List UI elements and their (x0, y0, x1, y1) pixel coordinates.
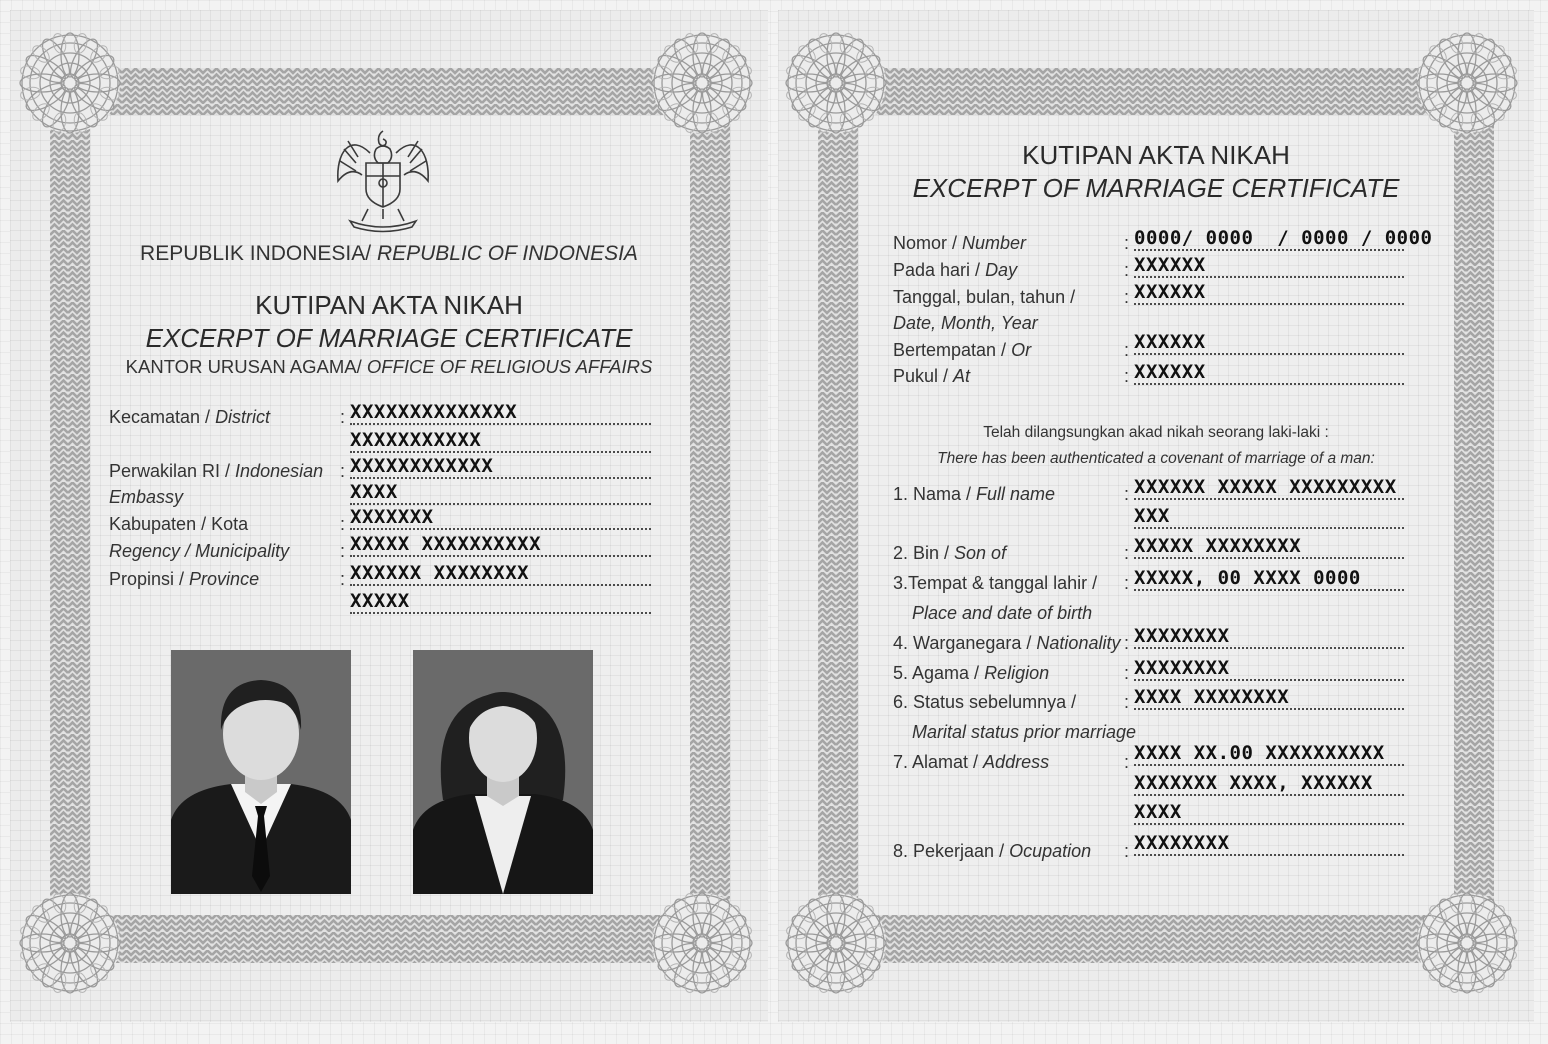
day-label: Pada hari / Day (893, 260, 1018, 280)
colon: : (1124, 841, 1130, 861)
marital-status-value: XXXX XXXXXXXX (1134, 687, 1404, 710)
corner-rosette-bottom-right (647, 888, 757, 998)
document-title: KUTIPAN AKTA NIKAH (1022, 140, 1290, 170)
address-value-line2: XXXXXXX XXXX, XXXXXX (1134, 773, 1404, 796)
occupation-value: XXXXXXXX (1134, 833, 1404, 856)
son-of-value: XXXXX XXXXXXXX (1134, 536, 1404, 559)
marital-status-label: 6. Status sebelumnya / (893, 692, 1077, 712)
garuda-emblem-icon (328, 123, 438, 235)
document-title: KUTIPAN AKTA NIKAH (255, 290, 523, 320)
country-heading: REPUBLIK INDONESIA/ REPUBLIC OF INDONESIA (140, 242, 638, 265)
colon: : (1124, 260, 1130, 280)
marital-status-label-en: Marital status prior marriage (912, 722, 1137, 742)
nationality-value: XXXXXXXX (1134, 626, 1404, 649)
regency-label: Kabupaten / Kota (109, 514, 249, 534)
address-label: 7. Alamat / Address (893, 752, 1050, 772)
full-name-label: 1. Nama / Full name (893, 484, 1056, 504)
colon: : (1124, 340, 1130, 360)
regency-value: XXXXXXX (350, 507, 651, 530)
male-avatar-icon (171, 650, 351, 894)
municipality-value: XXXXX XXXXXXXXXX (350, 534, 651, 557)
birth-value: XXXXX, 00 XXXX 0000 (1134, 568, 1404, 591)
embassy-value-line2: XXXX (350, 482, 651, 505)
colon: : (1124, 663, 1130, 683)
day-value: XXXXXX (1134, 255, 1404, 278)
corner-rosette-top-left (781, 28, 891, 138)
bride-photo (413, 650, 593, 894)
colon: : (1124, 573, 1130, 593)
place-value: XXXXXX (1134, 332, 1404, 355)
colon: : (1124, 633, 1130, 653)
certificate-right-page (778, 10, 1534, 1022)
place-label: Bertempatan / Or (893, 340, 1032, 360)
province-value-line2: XXXXX (350, 591, 651, 614)
colon: : (1124, 752, 1130, 772)
date-label: Tanggal, bulan, tahun / (893, 287, 1076, 307)
full-name-value-line2: XXX (1134, 506, 1404, 529)
colon: : (1124, 287, 1130, 307)
office-heading: KANTOR URUSAN AGAMA/ OFFICE OF RELIGIOUS AFFAIRS (125, 356, 653, 377)
colon: : (1124, 484, 1130, 504)
covenant-statement-en: There has been authenticated a covenant of marriage of a man: (937, 450, 1375, 467)
embassy-label: Perwakilan RI / Indonesian (109, 461, 324, 481)
number-label: Nomor / Number (893, 233, 1027, 253)
district-value-line2: XXXXXXXXXXX (350, 430, 651, 453)
colon: : (340, 569, 346, 589)
birth-label-en: Place and date of birth (912, 603, 1093, 623)
corner-rosette-bottom-left (15, 888, 125, 998)
colon: : (340, 461, 346, 481)
corner-rosette-top-right (1412, 28, 1522, 138)
date-value: XXXXXX (1134, 282, 1404, 305)
embassy-label-line2: Embassy (109, 487, 184, 507)
district-value: XXXXXXXXXXXXXX (350, 402, 651, 425)
female-avatar-icon (413, 650, 593, 894)
colon: : (1124, 233, 1130, 253)
colon: : (1124, 543, 1130, 563)
number-value: 0000/ 0000 / 0000 / 0000 (1134, 227, 1433, 249)
son-of-label: 2. Bin / Son of (893, 543, 1007, 563)
address-value: XXXX XX.00 XXXXXXXXXX (1134, 743, 1404, 766)
date-label-en: Date, Month, Year (893, 313, 1038, 333)
corner-rosette-top-right (647, 28, 757, 138)
colon: : (340, 514, 346, 534)
birth-label: 3.Tempat & tanggal lahir / (893, 573, 1098, 593)
corner-rosette-top-left (15, 28, 125, 138)
time-value: XXXXXX (1134, 362, 1404, 385)
province-value: XXXXXX XXXXXXXX (350, 563, 651, 586)
colon: : (340, 541, 346, 561)
covenant-statement: Telah dilangsungkan akad nikah seorang laki-laki : (983, 424, 1329, 441)
address-value-line3: XXXX (1134, 802, 1404, 825)
corner-rosette-bottom-right (1412, 888, 1522, 998)
colon: : (1124, 366, 1130, 386)
document-subtitle: EXCERPT OF MARRIAGE CERTIFICATE (145, 323, 633, 353)
municipality-label: Regency / Municipality (109, 541, 290, 561)
colon: : (1124, 692, 1130, 712)
religion-value: XXXXXXXX (1134, 658, 1404, 681)
embassy-value: XXXXXXXXXXXX (350, 456, 651, 479)
occupation-label: 8. Pekerjaan / Ocupation (893, 841, 1092, 861)
certificate-left-page (10, 10, 768, 1022)
nationality-label: 4. Warganegara / Nationality (893, 633, 1121, 653)
time-label: Pukul / At (893, 366, 971, 386)
province-label: Propinsi / Province (109, 569, 260, 589)
religion-label: 5. Agama / Religion (893, 663, 1050, 683)
colon: : (340, 407, 346, 427)
full-name-value: XXXXXX XXXXX XXXXXXXXX (1134, 477, 1404, 500)
corner-rosette-bottom-left (781, 888, 891, 998)
groom-photo (171, 650, 351, 894)
district-label: Kecamatan / District (109, 407, 271, 427)
document-subtitle: EXCERPT OF MARRIAGE CERTIFICATE (912, 173, 1400, 203)
